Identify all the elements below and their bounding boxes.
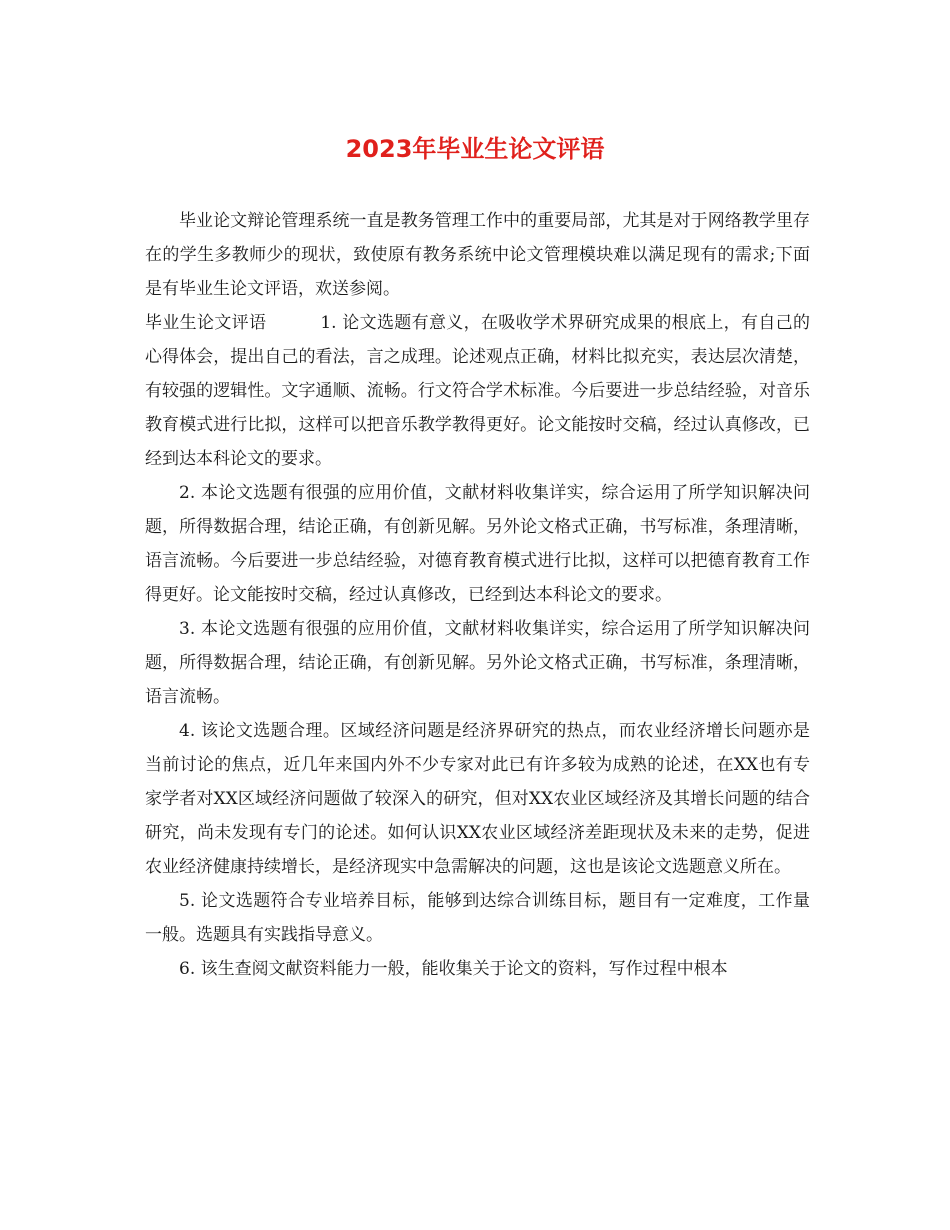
comment-1-text: 1. 论文选题有意义，在吸收学术界研究成果的根底上，有自己的心得体会，提出自己的看法，言之成理。论述观点正确，材料比拟充实，表达层次清楚，有较强的逻辑性。文字通顺、流畅。行文符合学术标准。今后要进一步总结经验，对音乐教育模式进行比拟，这样可以把音乐教学教得更好。论文能按时交稿，经过认真修改，已经到达本科论文的要求。 [145, 313, 810, 469]
document-title: 2023年毕业生论文评语 [345, 135, 605, 163]
comment-paragraph-6: 6. 该生查阅文献资料能力一般，能收集关于论文的资料，写作过程中根本 [179, 959, 728, 979]
section-label: 毕业生论文评语 [145, 313, 267, 333]
comment-paragraph-1 [145, 306, 810, 476]
intro-paragraph: 毕业论文辩论管理系统一直是教务管理工作中的重要局部，尤其是对于网络教学里存在的学生多教师少的现状，致使原有教务系统中论文管理模块难以满足现有的需求;下面是有毕业生论文评语，欢送参阅。 [145, 211, 810, 299]
comment-paragraph-5: 5. 论文选题符合专业培养目标，能够到达综合训练目标，题目有一定难度，工作量一般。选题具有实践指导意义。 [145, 891, 810, 945]
comment-paragraph-3: 3. 本论文选题有很强的应用价值，文献材料收集详实，综合运用了所学知识解决问题，所得数据合理，结论正确，有创新见解。另外论文格式正确，书写标准，条理清晰，语言流畅。 [145, 619, 810, 707]
comment-paragraph-4: 4. 该论文选题合理。区域经济问题是经济界研究的热点，而农业经济增长问题亦是当前讨论的焦点，近几年来国内外不少专家对此已有许多较为成熟的论述，在XX也有专家学者对XX区域经济问题做了较深入的研究，但对XX农业区域经济及其增长问题的结合研究，尚未发现有专门的论述。如何认识XX农业区域经济差距现状及未来的走势，促进农业经济健康持续增长，是经济现实中急需解决的问题，这也是该论文选题意义所在。 [145, 721, 810, 877]
comment-paragraph-2: 2. 本论文选题有很强的应用价值，文献材料收集详实，综合运用了所学知识解决问题，所得数据合理，结论正确，有创新见解。另外论文格式正确，书写标准，条理清晰，语言流畅。今后要进一步总结经验，对德育教育模式进行比拟，这样可以把德育教育工作得更好。论文能按时交稿，经过认真修改，已经到达本科论文的要求。 [145, 483, 810, 605]
document-body [145, 204, 810, 986]
